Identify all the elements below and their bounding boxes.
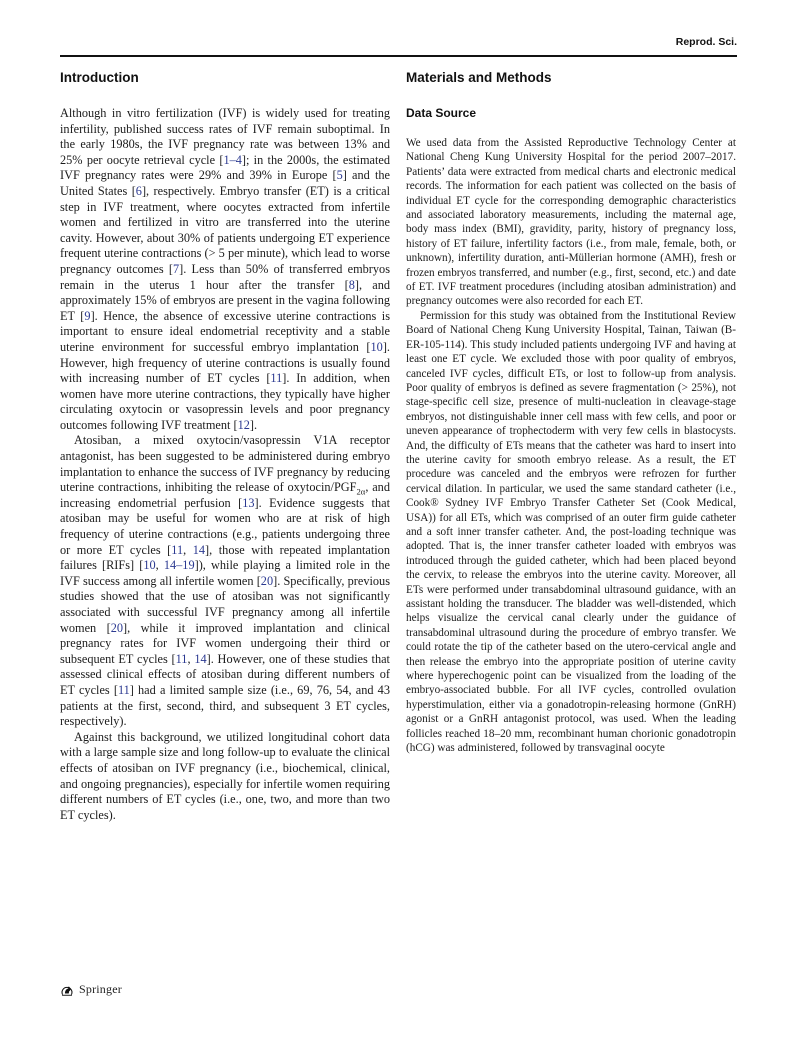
methods-paragraph-2: Permission for this study was obtained from the Institutional Review Board of National Cheng Kung University Hospital, Tainan, Taiwan (B-ER-105-114). This study included patients undergoing IVF and having at least one ET cycle. We excluded those with poor quality of embryos, canceled IVF cycles, difficult ETs, or lost to follow-up from analysis. Poor quality of embryos is defined as severe fragmentation (> 25%), not stage-specific cell size, presence of multi-nucleation in cleavage-stage embryos, not distinguishable inner cell mass with few cells, and poor or uneven appearance of trophectoderm with very few cells in blastocysts. And, the difficulty of ETs means that the catheter was hard to insert into the uterine cavity for smooth embryo release. As a result, the ET procedure was canceled and the embryos were refrozen for further cervical dilation. In particular, we used the same standard catheter (i.e., Cook® Sydney IVF Embryo Transfer Catheter Set (Cook Medical, USA)) for all ETs, which was comprised of an outer firm guide catheter and a soft inner transfer catheter. And, the post-loading technique was adopted. That is, the inner transfer catheter loaded with embryos was introduced through the guided catheter, which had been placed beyond the cervix, to release the embryos into the uterine cavity. Moreover, all ETs were performed under transabdominal ultrasound guidance, with an assistant holding the transducer. The bladder was well-distended, which helps visualize the cervical canal clearly under the guidance of transabdominal ultrasound during the procedure of embryo transfer. We could rotate the tip of the catheter based on the utero-cervical angle and then release the embryo into the appropriate position of uterine cavity where hyperechogenic point can be visualized from the loading of the embryo-associated bubble. For all IVF cycles, controlled ovulation hyperstimulation, either via a gonadotropin-releasing hormone (GnRH) agonist or a GnRH antagonist protocol, was used. When the leading follicles reached 18–20 mm, recombinant human chorionic gonadotropin (hCG) was administered, followed by transvaginal oocyte: [406, 309, 736, 755]
citation-link[interactable]: 11: [270, 371, 283, 386]
citation-link[interactable]: 11: [175, 651, 188, 666]
citation-link[interactable]: 10: [370, 339, 383, 354]
citation-link[interactable]: 20: [110, 620, 123, 635]
section-title-materials-and-methods: Materials and Methods: [406, 70, 552, 85]
intro-paragraph-2: Atosiban, a mixed oxytocin/vasopressin V1A receptor antagonist, has been suggested to be administered during embryo implantation to enhance the success of IVF pregnancy by reducing uterine contractions, inhibiting the release of oxytocin/$PGF_{2\alpha}$, and increasing endometrial perfusion [13]. Evidence suggests that atosiban may be useful for women who are at risk of high frequency of uterine contractions (e.g., patients undergoing three or more ET cycles [11, 14], those with repeated implantation failures [RIFs] [10, 14–19]), while playing a limited role in the IVF success among all infertile women [20]. Specifically, previous studies showed that the use of atosiban was not significantly associated with successful IVF pregnancy among all infertile women [20], while it improved implantation and clinical pregnancy rates for IVF women undergoing their third or subsequent ET cycles [11, 14]. However, one of these studies that assessed clinical effects of atosiban during different numbers of ET cycles [11] had a limited sample size (i.e., 69, 76, 54, and 43 patients at the first, second, third, and subsequent 3 ET cycles, respectively).: [60, 433, 390, 729]
citation-link[interactable]: 20: [260, 573, 274, 588]
intro-paragraph-1: Although in vitro fertilization (IVF) is widely used for treating infertility, published success rates of IVF remain suboptimal. In the early 1980s, the IVF pregnancy rate was between 13% and 25% per oocyte retrieval cycle [1–4]; in the 2000s, the estimated IVF pregnancy rates were 29% and 39% in Europe [5] and the United States [6], respectively. Embryo transfer (ET) is a critical step in IVF treatment, where oocytes extracted from infertile women and fertilized in vitro are transferred into the uterine cavity. However, about 30% of patients undergoing ET experience frequent uterine contractions (> 5 per minute), which lead to worse pregnancy outcomes [7]. Less than 50% of transferred embryos remain in the uterus 1 hour after the transfer [8], and approximately 15% of embryos are present in the vagina following ET [9]. Hence, the absence of excessive uterine contractions is important to ensure ideal endometrial receptivity and a stable uterine environment for successful embryo implantation [10]. However, high frequency of uterine contractions is usually found with increasing number of ET cycles [11]. In addition, when women have more uterine contractions, they typically have higher circulating oxytocin or vasopressin levels and poor pregnancy outcomes following IVF treatment [12].: [60, 106, 391, 432]
citation-link[interactable]: 5: [336, 168, 343, 183]
citation-link[interactable]: 14–19: [163, 558, 195, 573]
citation-link[interactable]: 9: [84, 308, 91, 323]
citation-link[interactable]: 14: [192, 542, 206, 557]
springer-horse-icon: [60, 983, 74, 997]
methods-section: [406, 70, 736, 755]
citation-link[interactable]: 11: [117, 682, 130, 697]
subsection-title-data-source: Data Source: [406, 106, 477, 120]
methods-paragraph-1: We used data from the Assisted Reproductive Technology Center at National Cheng Kung University Hospital for the period 2007–2017. Patients’ data were extracted from medical charts and electronic medical records. The information for each patient was collected on the basis of individual ET cycle for the corresponding demographic characteristics and associated laboratory measurements, including the maternal age, body mass index (BMI), gravidity, parity, history of pregnancy loss, history of ET failure, infertility factors (i.e., from male, female, both, or unknown), infertility duration, anti-Müllerian hormone (AMH), fresh or frozen embryos transferred, and number (e.g., first, second, etc.) and date of ET. IVF treatment procedures (including atosiban administration) and pregnancy outcomes were also recorded for each ET.: [406, 137, 736, 308]
publisher-footer: [60, 982, 122, 997]
section-title-introduction: Introduction: [60, 70, 139, 85]
citation-link[interactable]: 1–4: [223, 152, 242, 167]
citation-link[interactable]: 8: [348, 277, 355, 292]
citation-link[interactable]: 13: [242, 495, 255, 510]
running-head: Reprod. Sci.: [675, 36, 737, 48]
citation-link[interactable]: 10: [143, 558, 156, 573]
citation-link[interactable]: 11: [171, 542, 184, 557]
subscript-text: 2α: [356, 486, 366, 497]
publisher-brand: Springer: [79, 982, 122, 996]
intro-paragraph-3: Against this background, we utilized longitudinal cohort data with a large sample size and long follow-up to evaluate the clinical effects of atosiban on IVF pregnancy (i.e., biochemical, clinical, and ongoing pregnancies), especially for infertile women requiring different numbers of ET cycles (i.e., one, two, and more than two ET cycles).: [60, 729, 390, 822]
citation-link[interactable]: 12: [237, 417, 250, 432]
citation-link[interactable]: 6: [135, 183, 142, 198]
introduction-section: [60, 70, 390, 823]
header-rule: [60, 55, 737, 57]
citation-link[interactable]: 7: [172, 261, 180, 276]
two-column-body: [60, 70, 737, 823]
citation-link[interactable]: 14: [194, 651, 207, 666]
